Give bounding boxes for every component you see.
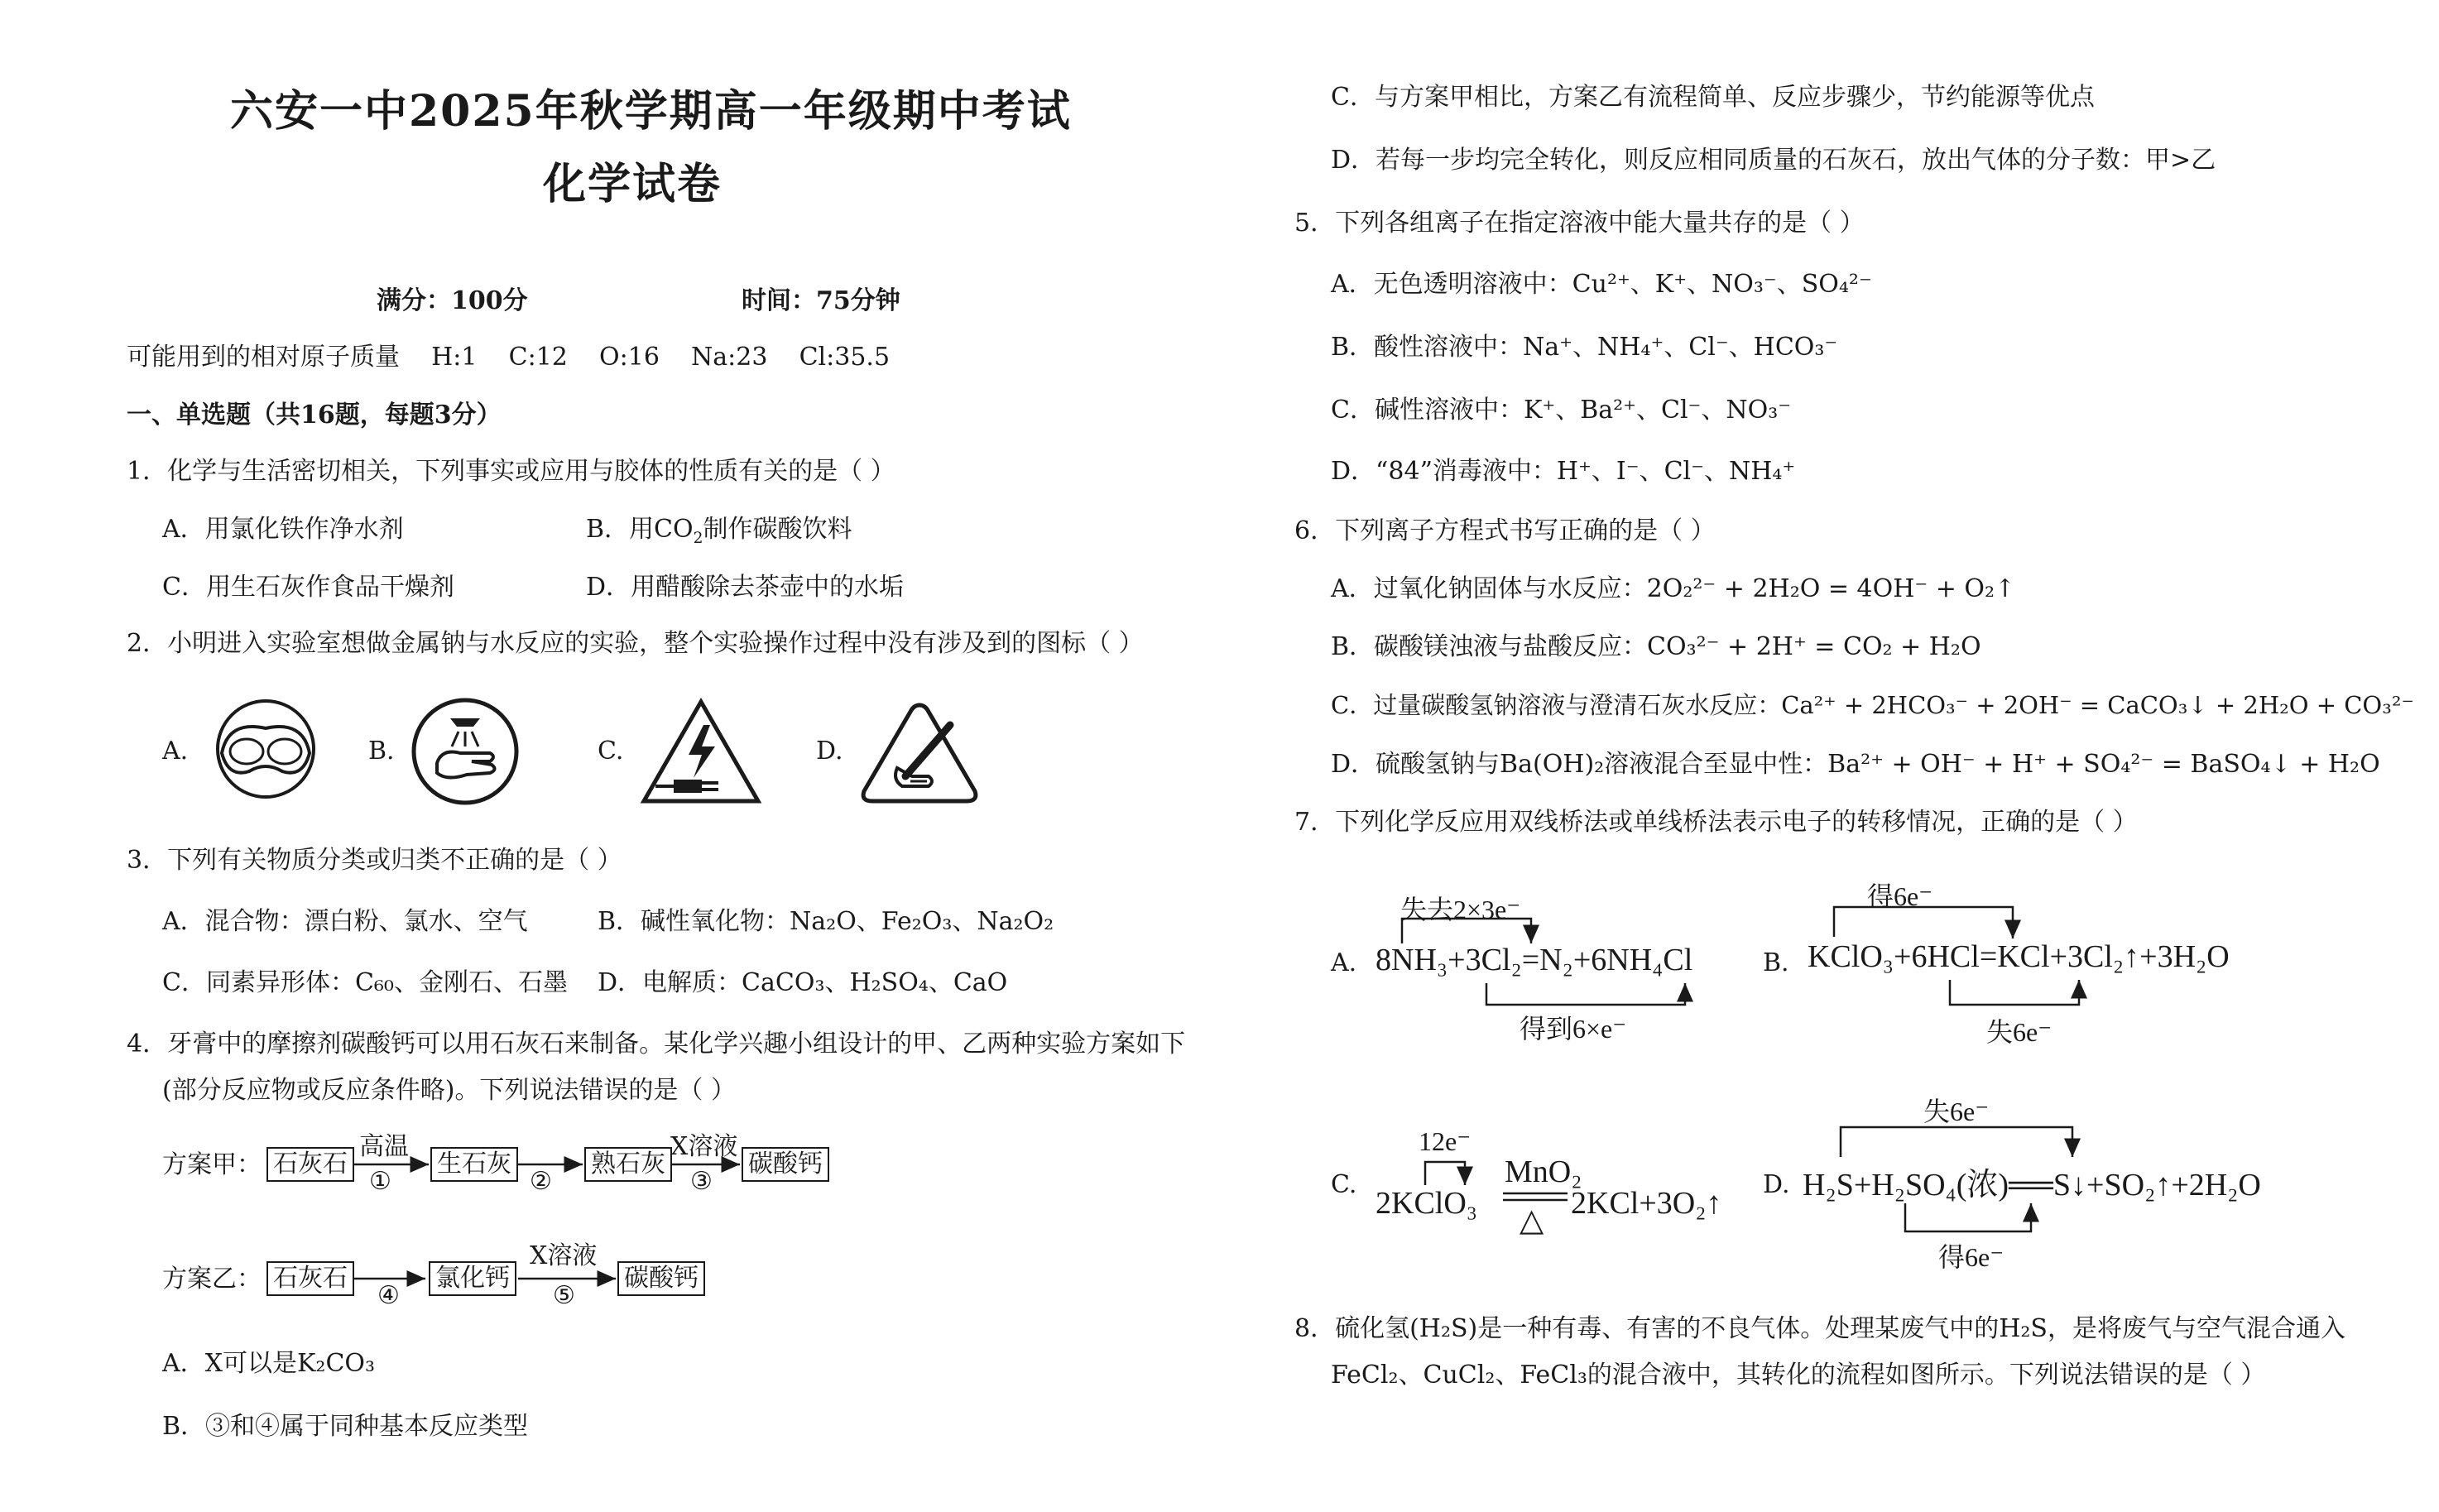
q3-option-b: B．碱性氧化物：Na₂O、Fe₂O₃、Na₂O₂: [598, 907, 1054, 936]
plan-a-box-calcium-carbonate: 碳酸钙: [742, 1147, 829, 1182]
q3-option-a: A．混合物：漂白粉、氯水、空气: [162, 907, 528, 936]
q2-label-c: C.: [598, 737, 624, 766]
q6-stem: 6．下列离子方程式书写正确的是（ ）: [1294, 516, 1716, 545]
q8-stem-line2: FeCl₂、CuCl₂、FeCl₃的混合液中，其转化的流程如图所示。下列说法错误的是（ ）: [1331, 1361, 2266, 1390]
q2-stem: 2．小明进入实验室想做金属钠与水反应的实验，整个实验操作过程中没有涉及到的图标（ ）: [127, 629, 1144, 658]
q6-option-d: D．硫酸氢钠与Ba(OH)₂溶液混合至显中性：Ba²⁺ + OH⁻ + H⁺ + SO₄²⁻ = BaSO₄↓ + H₂O: [1331, 750, 2380, 779]
q7-c-electrons: 12e⁻: [1419, 1126, 1472, 1156]
plan-a-step-1: ①: [369, 1167, 391, 1196]
atomic-masses: 可能用到的相对原子质量 H:1 C:12 O:16 Na:23 Cl:35.5: [127, 343, 891, 372]
q1-option-d: D．用醋酸除去茶壶中的水垢: [586, 573, 905, 602]
plan-a-step-3: ③: [690, 1167, 713, 1196]
q7-c-catalyst: MnO₂: [1505, 1154, 1582, 1189]
section-heading: 一、单选题（共16题，每题3分）: [127, 401, 502, 430]
sharp-object-icon: [857, 700, 982, 806]
q6-option-a: A．过氧化钠固体与水反应：2O₂²⁻ + 2H₂O = 4OH⁻ + O₂↑: [1331, 574, 2016, 603]
q7-b-lose-electrons: 失6e⁻: [1986, 1017, 2053, 1047]
q7-d-equation: H₂S+H₂SO₄(浓)══S↓+SO₂↑+2H₂O: [1803, 1168, 2261, 1202]
plan-a-step-2: ②: [530, 1167, 552, 1196]
wash-hands-icon: [409, 695, 521, 808]
q7-b-equation: KClO₃+6HCl=KCl+3Cl₂↑+3H₂O: [1808, 939, 2230, 974]
q5-stem: 5．下列各组离子在指定溶液中能大量共存的是（ ）: [1294, 209, 1865, 238]
plan-b-label: 方案乙：: [162, 1265, 262, 1294]
q3-stem: 3．下列有关物质分类或归类不正确的是（ ）: [127, 846, 622, 875]
q7-label-a: A.: [1331, 948, 1357, 977]
electrical-hazard-icon: [639, 697, 763, 806]
exam-title: 六安一中2025年秋学期高一年级期中考试: [230, 86, 1072, 137]
q7-d-lose-electrons: 失6e⁻: [1923, 1097, 1990, 1126]
q7-a-lose-electrons: 失去2×3e⁻: [1400, 895, 1521, 924]
q5-option-a: A．无色透明溶液中：Cu²⁺、K⁺、NO₃⁻、SO₄²⁻: [1331, 270, 1872, 299]
q5-option-c: C．碱性溶液中：K⁺、Ba²⁺、Cl⁻、NO₃⁻: [1331, 396, 1792, 425]
q7-c-reactant: 2KClO₃: [1376, 1186, 1478, 1221]
q7-a-equation: 8NH₃+3Cl₂=N₂+6NH₄Cl: [1376, 943, 1693, 977]
plan-a-box-quicklime: 生石灰: [430, 1147, 518, 1182]
q1-option-c: C．用生石灰作食品干燥剂: [162, 573, 454, 602]
q5-option-b: B．酸性溶液中：Na⁺、NH₄⁺、Cl⁻、HCO₃⁻: [1331, 333, 1838, 362]
plan-a-label: 方案甲：: [162, 1150, 262, 1179]
q7-c-products: 2KCl+3O₂↑: [1571, 1186, 1722, 1221]
plan-a-cond-3: X溶液: [670, 1132, 738, 1161]
plan-b-box-limestone: 石灰石: [266, 1261, 354, 1296]
q4-stem-line1: 4．牙膏中的摩擦剂碳酸钙可以用石灰石来制备。某化学兴趣小组设计的甲、乙两种实验方案如下: [127, 1030, 1186, 1058]
plan-a-cond-1: 高温: [359, 1132, 409, 1161]
q7-stem: 7．下列化学反应用双线桥法或单线桥法表示电子的转移情况，正确的是（ ）: [1294, 808, 2138, 837]
q7-b-gain-electrons: 得6e⁻: [1867, 881, 1933, 911]
q3-option-c: C．同素异形体：C₆₀、金刚石、石墨: [162, 968, 568, 997]
q2-label-a: A.: [162, 737, 189, 766]
q7-label-c: C.: [1331, 1170, 1357, 1199]
q7-d-gain-electrons: 得6e⁻: [1938, 1242, 2004, 1272]
q4-option-a: A．X可以是K₂CO₃: [162, 1349, 376, 1378]
plan-a-box-limestone: 石灰石: [266, 1147, 354, 1182]
q7-label-b: B.: [1763, 948, 1789, 977]
q4-stem-line2: (部分反应物或反应条件略)。下列说法错误的是（ ）: [162, 1076, 736, 1105]
q7-label-d: D.: [1763, 1170, 1790, 1199]
full-score: 满分：100分: [377, 286, 528, 315]
q8-stem-line1: 8．硫化氢(H₂S)是一种有毒、有害的不良气体。处理某废气中的H₂S，是将废气与空气混合通入: [1294, 1314, 2345, 1343]
q3-option-d: D．电解质：CaCO₃、H₂SO₄、CaO: [598, 968, 1008, 997]
q4-option-b: B．③和④属于同种基本反应类型: [162, 1412, 529, 1441]
q2-label-d: D.: [816, 737, 843, 766]
plan-b-box-calcium-chloride: 氯化钙: [429, 1261, 516, 1296]
q5-option-d: D．“84”消毒液中：H⁺、I⁻、Cl⁻、NH₄⁺: [1331, 457, 1796, 486]
q4-option-c: C．与方案甲相比，方案乙有流程简单、反应步骤少，节约能源等优点: [1331, 83, 2095, 112]
q2-label-b: B.: [368, 737, 395, 766]
q4-option-d: D．若每一步均完全转化，则反应相同质量的石灰石，放出气体的分子数：甲>乙: [1331, 146, 2216, 175]
plan-b-step-5: ⑤: [553, 1281, 575, 1310]
q1-stem: 1．化学与生活密切相关，下列事实或应用与胶体的性质有关的是（ ）: [127, 457, 895, 486]
q7-c-heat: △: [1520, 1203, 1544, 1238]
plan-b-box-calcium-carbonate: 碳酸钙: [617, 1261, 705, 1296]
safety-goggles-icon: [204, 695, 328, 803]
plan-b-cond-5: X溶液: [530, 1241, 598, 1270]
q1-option-a: A．用氯化铁作净水剂: [162, 515, 404, 544]
exam-time: 时间：75分钟: [742, 286, 900, 315]
q7-a-gain-electrons: 得到6×e⁻: [1520, 1014, 1627, 1044]
plan-b-step-4: ④: [377, 1281, 400, 1310]
q1-option-b: B．用$CO_2$制作碳酸饮料: [586, 515, 852, 547]
exam-subject-title: 化学试卷: [543, 159, 723, 209]
q7-d-bridge-lines: [0, 0, 1, 1]
q6-option-b: B．碳酸镁浊液与盐酸反应：CO₃²⁻ + 2H⁺ = CO₂ + H₂O: [1331, 632, 1981, 661]
plan-a-box-slaked-lime: 熟石灰: [584, 1147, 672, 1182]
q6-option-c: C．过量碳酸氢钠溶液与澄清石灰水反应：Ca²⁺ + 2HCO₃⁻ + 2OH⁻ = CaCO₃↓ + 2H₂O + CO₃²⁻: [1331, 691, 2414, 719]
